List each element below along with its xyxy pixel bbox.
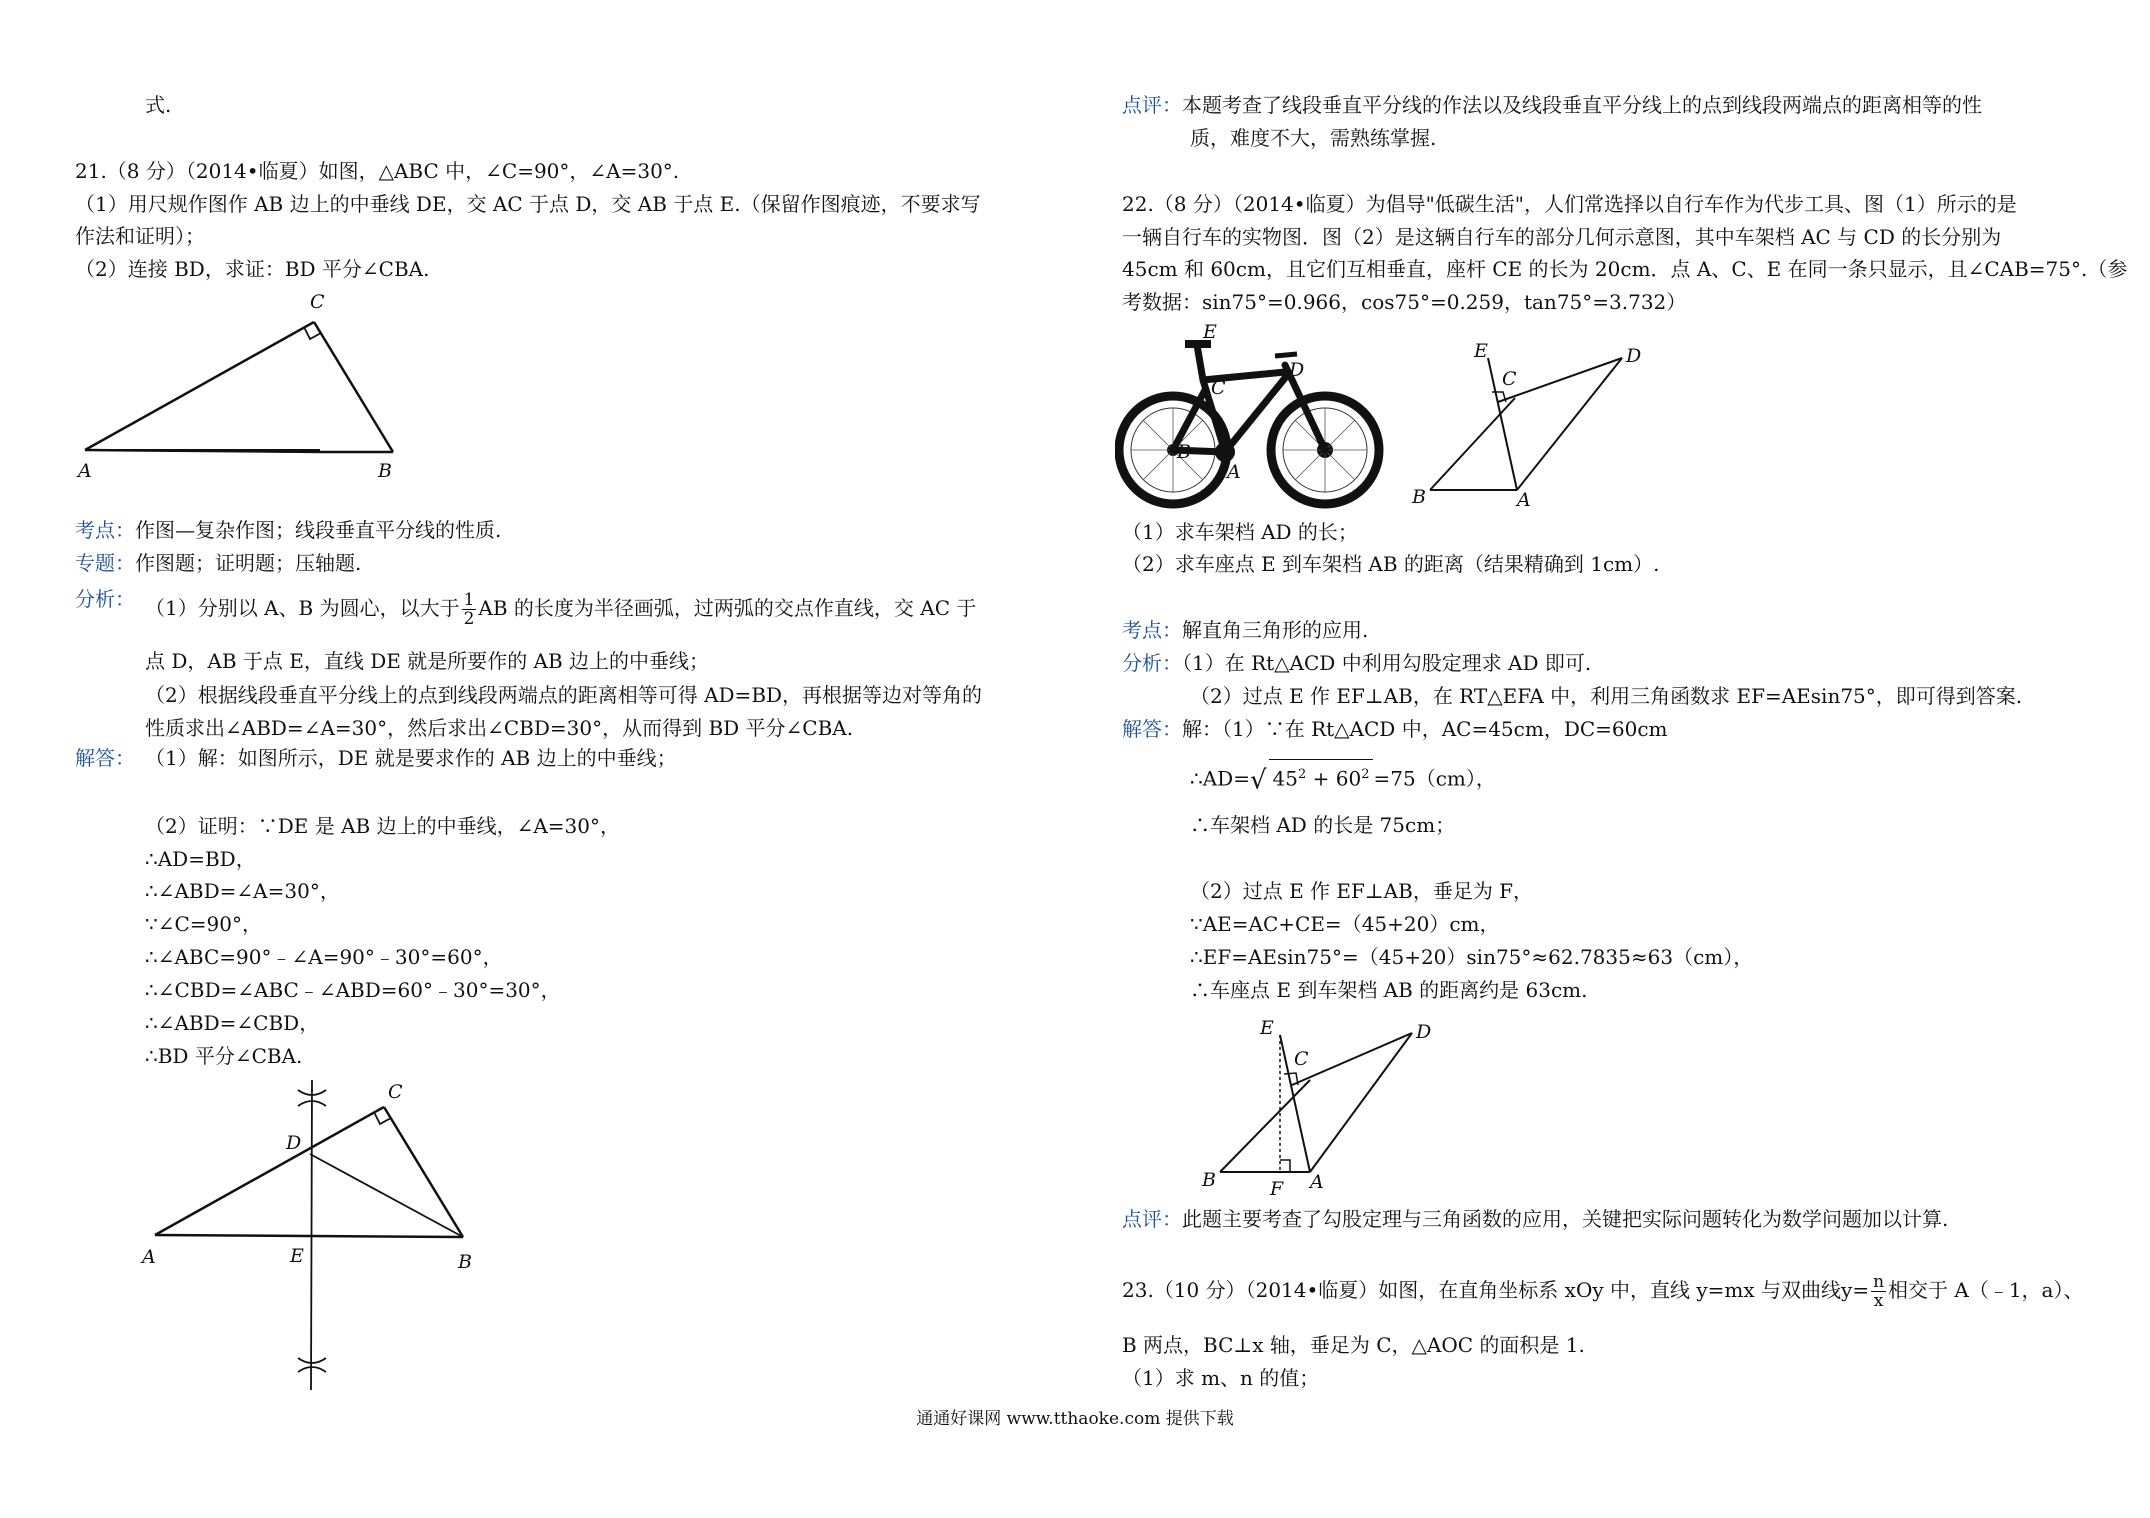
kaodian-text-22: 解直角三角形的应用. [1182, 618, 1369, 642]
jieda-22-line-7: ∴车座点 E 到车架档 AB 的距离约是 63cm. [1190, 978, 1588, 1002]
construct-label-b: B [458, 1251, 472, 1273]
bike-label-e: E [1203, 321, 1217, 343]
vertex-label-a: A [78, 460, 92, 482]
figure-frame-schematic [1390, 330, 1650, 514]
jieda-line-3: ∴AD=BD， [145, 847, 256, 871]
bike-label-c: C [1211, 377, 1226, 399]
q23-post: 相交于 A（﹣1，a）、 [1888, 1278, 2084, 1302]
jieda-22-line-6: ∴EF=AEsin75°=（45+20）sin75°≈62.7835≈63（cm）， [1190, 945, 1754, 969]
kaodian-label-22: 考点： [1122, 618, 1182, 642]
construct-label-d: D [286, 1132, 302, 1154]
jieda-22-line-2 [1190, 759, 1496, 796]
question-22-line-1: 22.（8 分）（2014•临夏）为倡导"低碳生活"，人们常选择以自行车作为代步工具、图（1）所示的是 [1122, 192, 2017, 216]
jieda-line-6: ∴∠ABC=90°﹣∠A=90°﹣30°=60°， [145, 945, 503, 969]
bike-label-d: D [1289, 359, 1305, 381]
ef-label-d: D [1416, 1021, 1432, 1043]
bike-label-a: A [1227, 461, 1241, 483]
question-23-line-1 [1122, 1270, 2083, 1310]
dianping-text: 本题考查了线段垂直平分线的作法以及线段垂直平分线上的点到线段两端点的距离相等的性 [1182, 93, 1982, 117]
question-21-part1: （1）用尺规作图作 AB 边上的中垂线 DE，交 AC 于点 D，交 AB 于点 E.（保留作图痕迹，不要求写 [75, 192, 981, 216]
radicand-b: + 60 [1306, 766, 1362, 791]
fenxi-label-22: 分析： [1122, 651, 1182, 675]
figure-ef-schematic [1180, 1010, 1440, 1204]
jieda-22-line-5: ∵AE=AC+CE=（45+20）cm， [1190, 912, 1500, 936]
dianping-label-22: 点评： [1122, 1207, 1182, 1231]
vertex-label-c: C [310, 291, 325, 313]
jieda-22-line-3: ∴车架档 AD 的长是 75cm； [1190, 813, 1456, 837]
dianping-label: 点评： [1122, 93, 1182, 117]
fraction-n: n [1873, 1272, 1885, 1292]
ef-label-c: C [1294, 1048, 1309, 1070]
fenxi-label: 分析： [75, 587, 135, 611]
construct-label-c: C [388, 1081, 403, 1103]
schematic-label-e: E [1474, 340, 1488, 362]
dianping-row-22 [1122, 1206, 1948, 1232]
question-23-line-3: （1）求 m、n 的值； [1122, 1366, 1320, 1390]
fenxi-line-2: 点 D，AB 于点 E，直线 DE 就是所要作的 AB 边上的中垂线； [145, 649, 710, 673]
figure-bicycle [1115, 320, 1385, 514]
kaodian-row [75, 517, 501, 543]
sqrt-symbol: √ [1249, 765, 1267, 796]
construct-label-e: E [290, 1245, 304, 1267]
dianping-text-22: 此题主要考查了勾股定理与三角函数的应用，关键把实际问题转化为数学问题加以计算. [1182, 1207, 1949, 1231]
question-23-line-2: B 两点，BC⊥x 轴，垂足为 C，△AOC 的面积是 1. [1122, 1333, 1585, 1357]
jieda-line-9: ∴BD 平分∠CBA. [145, 1044, 303, 1068]
kaodian-row-22 [1122, 617, 1368, 643]
question-21-part2: （2）连接 BD，求证：BD 平分∠CBA. [75, 257, 430, 281]
question-22-line-2: 一辆自行车的实物图．图（2）是这辆自行车的部分几何示意图，其中车架档 AC 与 CD 的长分别为 [1122, 225, 2002, 249]
jieda-label: 解答： [75, 746, 135, 770]
jieda-22-line-4: （2）过点 E 作 EF⊥AB，垂足为 F， [1190, 879, 1534, 903]
schematic-label-a: A [1517, 489, 1531, 510]
ad-result: =75（cm）， [1373, 766, 1496, 791]
jieda-22-line-1: 解：（1）∵在 Rt△ACD 中，AC=45cm，DC=60cm [1182, 717, 1668, 741]
question-21-heading: 21.（8 分）（2014•临夏）如图，△ABC 中，∠C=90°，∠A=30°. [75, 159, 680, 183]
fenxi-row-22 [1122, 650, 1591, 676]
figure-triangle-abc [70, 285, 420, 489]
dianping-row [1122, 92, 1982, 118]
kaodian-label: 考点： [75, 518, 135, 542]
ad-equals: ∴AD= [1190, 766, 1250, 791]
exponent-b: 2 [1361, 767, 1370, 782]
exponent-a: 2 [1298, 767, 1307, 782]
q23-pre: 23.（10 分）（2014•临夏）如图，在直角坐标系 xOy 中，直线 y=mx 与双曲线 [1122, 1278, 1842, 1302]
jieda-line-2: （2）证明：∵DE 是 AB 边上的中垂线，∠A=30°， [145, 814, 620, 838]
zhuanti-text: 作图题；证明题；压轴题. [135, 551, 362, 575]
fraction-x: x [1873, 1291, 1884, 1311]
fenxi-1-pre: （1）分别以 A、B 为圆心，以大于 [145, 596, 460, 620]
fraction-n-over-x [1871, 1273, 1886, 1310]
fenxi-1-post: AB 的长度为半径画弧，过两弧的交点作直线，交 AC 于 [478, 596, 977, 620]
schematic-label-b: B [1412, 486, 1426, 508]
fraction-half [462, 591, 477, 628]
question-22-line-4: 考数据：sin75°=0.966，cos75°=0.259，tan75°=3.732） [1122, 290, 1687, 314]
ef-label-f: F [1270, 1178, 1284, 1200]
fenxi-line-4: 性质求出∠ABD=∠A=30°，然后求出∠CBD=30°，从而得到 BD 平分∠CBA. [145, 716, 854, 740]
jieda-line-4: ∴∠ABD=∠A=30°， [145, 879, 340, 903]
fraction-denominator: 2 [463, 609, 475, 629]
kaodian-text: 作图—复杂作图；线段垂直平分线的性质. [135, 518, 502, 542]
question-21-part1-cont: 作法和证明）； [75, 224, 205, 248]
jieda-row-22 [1122, 716, 1668, 742]
bike-label-b: B [1177, 441, 1191, 463]
question-22-sub-1: （1）求车架档 AD 的长； [1122, 520, 1358, 544]
jieda-line-5: ∵∠C=90°， [145, 912, 262, 936]
question-22-line-3: 45cm 和 60cm，且它们互相垂直，座杆 CE 的长为 20cm．点 A、C、E 在同一条只显示，且∠CAB=75°.（参 [1122, 257, 2128, 281]
fenxi-text-22-2: （2）过点 E 作 EF⊥AB，在 RT△EFA 中，利用三角函数求 EF=AEsin75°，即可得到答案. [1190, 684, 2023, 708]
schematic-label-d: D [1626, 345, 1642, 367]
vertex-label-b: B [378, 460, 392, 482]
fenxi-line-3: （2）根据线段垂直平分线上的点到线段两端点的距离相等可得 AD=BD，再根据等边对等角的 [145, 683, 983, 707]
jieda-line-1: （1）解：如图所示，DE 就是要求作的 AB 边上的中垂线； [145, 746, 677, 770]
dianping-cont: 质，难度不大，需熟练掌握. [1190, 126, 1437, 150]
jieda-label-22: 解答： [1122, 717, 1182, 741]
question-22-sub-2: （2）求车座点 E 到车架档 AB 的距离（结果精确到 1cm）. [1122, 552, 1660, 576]
schematic-label-c: C [1502, 368, 1517, 390]
ef-label-e: E [1260, 1017, 1274, 1039]
continuation-line: 式. [145, 93, 172, 117]
fraction-numerator: 1 [463, 590, 475, 610]
ef-label-b: B [1202, 1169, 1216, 1191]
fenxi-text-22-1: （1）在 Rt△ACD 中利用勾股定理求 AD 即可. [1182, 651, 1592, 675]
page-footer: 通通好课网 www.tthaoke.com 提供下载 [916, 1409, 1234, 1429]
zhuanti-row [75, 550, 361, 576]
jieda-line-8: ∴∠ABD=∠CBD， [145, 1011, 320, 1035]
sqrt-radicand [1269, 759, 1374, 794]
fenxi-line-1 [145, 588, 976, 628]
q23-y-equals: y= [1841, 1278, 1870, 1302]
zhuanti-label: 专题： [75, 551, 135, 575]
construct-label-a: A [142, 1246, 156, 1268]
radicand-a: 45 [1272, 766, 1298, 791]
ef-label-a: A [1310, 1171, 1324, 1193]
jieda-line-7: ∴∠CBD=∠ABC﹣∠ABD=60°﹣30°=30°， [145, 978, 561, 1002]
figure-perpendicular-bisector [140, 1070, 520, 1404]
